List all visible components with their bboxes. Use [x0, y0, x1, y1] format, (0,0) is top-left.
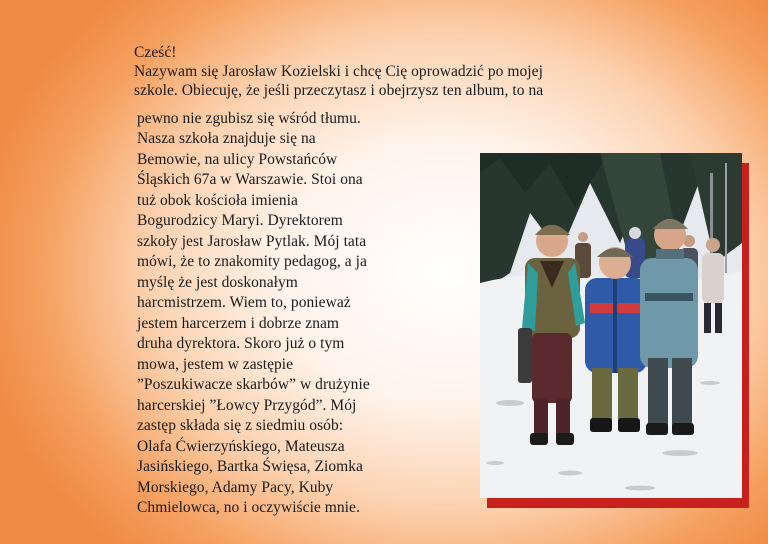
text-line: Śląskich 67a w Warszawie. Stoi ona — [137, 171, 363, 188]
text-line: szkole. Obiecuję, że jeśli przeczytasz i obejrzysz ten album, to na — [134, 82, 544, 99]
text-line: Nasza szkoła znajduje się na — [137, 130, 316, 147]
text-line: harcerskiej ”Łowcy Przygód”. Mój — [137, 397, 357, 414]
text-line: zastęp składa się z siedmiu osób: — [137, 417, 344, 434]
text-line: ”Poszukiwacze skarbów” w drużynie — [137, 376, 370, 393]
text-line: myślę że jest doskonałym — [137, 274, 298, 291]
text-line: Bemowie, na ulicy Powstańców — [137, 151, 338, 168]
greeting-line: Cześć! — [134, 44, 177, 61]
text-line: tuż obok kościoła imienia — [137, 192, 298, 209]
text-line: Jasińskiego, Bartka Święsa, Ziomka — [137, 458, 363, 475]
text-line: pewno nie zgubisz się wśród tłumu. — [137, 110, 361, 127]
text-line: jestem harcerzem i dobrze znam — [137, 315, 340, 332]
text-line: Olafa Ćwierzyńskiego, Mateusza — [137, 438, 345, 455]
scouts-photo — [480, 153, 742, 498]
text-line: Nazywam się Jarosław Kozielski i chcę Cię oprowadzić po mojej — [134, 63, 543, 80]
text-line: Morskiego, Adamy Pacy, Kuby — [137, 479, 334, 496]
text-line: Chmielowca, no i oczywiście mnie. — [137, 499, 360, 516]
text-line: mowa, jestem w zastępie — [137, 356, 294, 373]
text-line: druha dyrektora. Skoro już o tym — [137, 335, 345, 352]
text-line: Bogurodzicy Maryi. Dyrektorem — [137, 212, 343, 229]
text-line: szkoły jest Jarosław Pytlak. Mój tata — [137, 233, 367, 250]
text-line: mówi, że to znakomity pedagog, a ja — [137, 253, 367, 270]
text-line: harcmistrzem. Wiem to, ponieważ — [137, 294, 351, 311]
